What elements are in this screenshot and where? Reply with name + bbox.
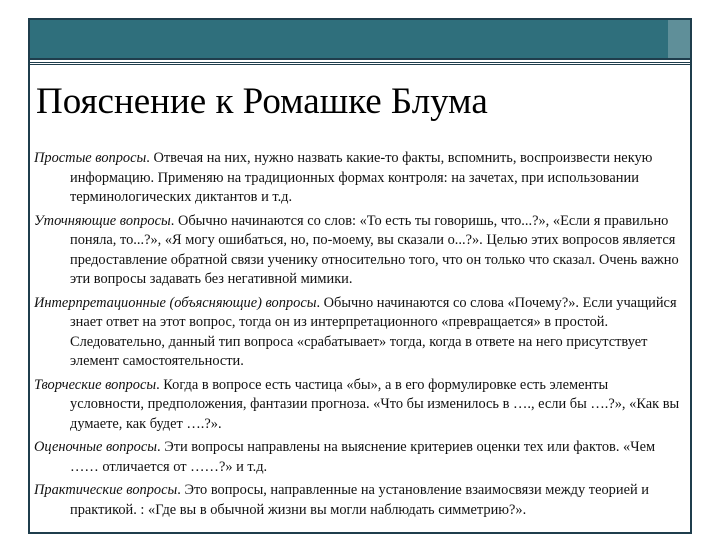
slide-body — [34, 149, 682, 524]
paragraph-text: . Эти вопросы направлены на выяснение критериев оценки тех или фактов. «Чем …… отличается от ……?» и т.д. — [70, 439, 656, 475]
paragraph-lead: Простые вопросы — [34, 150, 147, 166]
paragraph-lead: Уточняющие вопросы — [34, 212, 171, 229]
header-accent — [668, 20, 690, 58]
paragraph-text: . Это вопросы, направленные на установление взаимосвязи между теорией и практикой. : «Где вы в обычной жизни вы могли наблюдать симметрию?». — [70, 482, 649, 518]
paragraph-lead: Творческие вопросы — [34, 376, 157, 393]
paragraph-evaluative-questions — [34, 438, 682, 477]
paragraph-lead: Интерпретационные (объясняющие) вопросы — [34, 294, 317, 311]
paragraph-lead: Практические вопросы — [34, 482, 178, 498]
paragraph-lead: Оценочные вопросы — [34, 439, 158, 455]
paragraph-creative-questions — [34, 376, 682, 435]
header-band — [30, 20, 690, 60]
paragraph-text: . Когда в вопросе есть частица «бы», а в его формулировке есть элементы условности, предположения, фантазии прогноза. «Что бы изменилось в …., если бы ….?», «Как вы думаете, как будет ….?». — [70, 376, 680, 432]
paragraph-text: . Обычно начинаются со слов: «То есть ты говоришь, что...?», «Если я правильно поняла, то...?», «Я могу ошибаться, но, по-моему, вы сказали о...?». Целью этих вопросов является предоставление обратной связи ученику относительно того, что он только что сказал. Очень важно эти вопросы задавать без негативной мимики. — [70, 212, 679, 287]
paragraph-practical-questions — [34, 481, 682, 520]
header-rule — [30, 62, 690, 63]
header-rule-thin — [30, 64, 690, 65]
paragraph-text: . Отвечая на них, нужно назвать какие-то факты, вспомнить, воспроизвести некую информацию. Применяю на традиционных формах контроля: на зачетах, при использовании терминологических диктантов и т.д. — [70, 150, 653, 205]
paragraph-interpretive-questions — [34, 294, 682, 372]
paragraph-clarifying-questions — [34, 212, 682, 290]
paragraph-text: . Обычно начинаются со слова «Почему?». Если учащийся знает ответ на этот вопрос, тогда он из интерпретационного «превращается» в простой. Следовательно, данный тип вопроса «срабатывает» тогда, когда в ответе на него присутствует элемент самостоятельности. — [70, 294, 677, 369]
slide-title: Пояснение к Ромашке Блума — [36, 81, 488, 122]
paragraph-simple-questions — [34, 149, 682, 208]
